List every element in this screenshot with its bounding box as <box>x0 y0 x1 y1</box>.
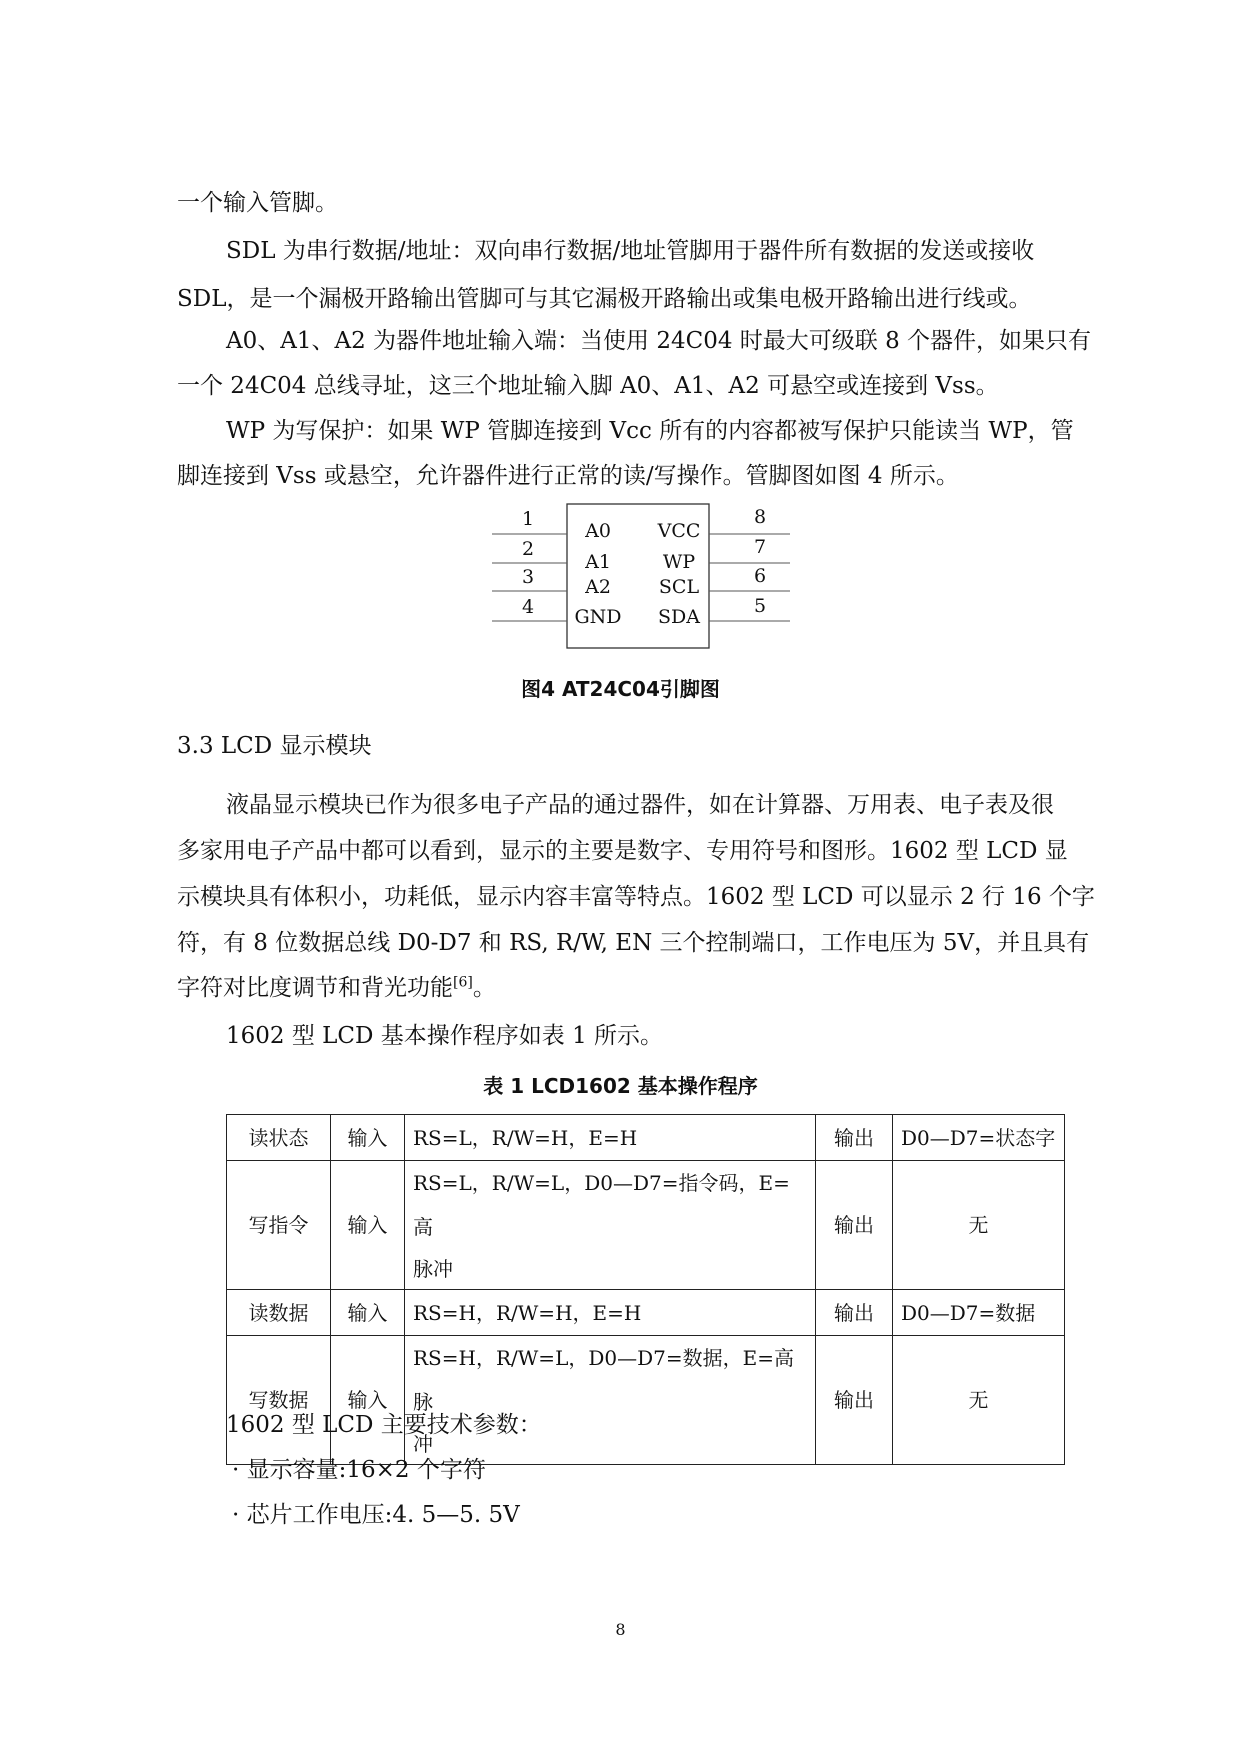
op-cell: 读数据 <box>227 1290 331 1336</box>
pin-label: VCC <box>657 520 701 542</box>
condition-line: 冲 <box>413 1432 433 1456</box>
table-row <box>227 1161 1065 1290</box>
op-cell: 写指令 <box>227 1161 331 1290</box>
paragraph-line: WP 为写保护：如果 WP 管脚连接到 Vcc 所有的内容都被写保护只能读当 WP，管 <box>226 418 1074 444</box>
table-row <box>227 1336 1065 1465</box>
pin-label: A0 <box>585 520 611 542</box>
figure-caption: 图4 AT24C04引脚图 <box>521 677 720 701</box>
condition-line: RS=H，R/W=H，E=H <box>413 1300 642 1325</box>
op-cell: 写数据 <box>227 1336 331 1465</box>
section-heading: 3.3 LCD 显示模块 <box>177 733 372 759</box>
pin-number: 7 <box>753 536 767 558</box>
pin-number: 1 <box>521 508 535 530</box>
line-text: 字符对比度调节和背光功能 <box>177 975 453 1001</box>
pin-number: 4 <box>521 596 535 618</box>
input-cell: 输入 <box>331 1290 405 1336</box>
paragraph-line: 示模块具有体积小，功耗低，显示内容丰富等特点。1602 型 LCD 可以显示 2 行 16 个字 <box>177 884 1095 910</box>
paragraph-line: 一个输入管脚。 <box>177 190 338 216</box>
paragraph-line: 脚连接到 Vss 或悬空，允许器件进行正常的读/写操作。管脚图如图 4 所示。 <box>177 463 959 489</box>
paragraph-line: 一个 24C04 总线寻址，这三个地址输入脚 A0、A1、A2 可悬空或连接到 Vss。 <box>177 373 999 399</box>
condition-line: RS=H，R/W=L，D0—D7=数据，E=高脉 <box>413 1346 794 1414</box>
paragraph-line: 1602 型 LCD 基本操作程序如表 1 所示。 <box>226 1023 664 1049</box>
condition-cell <box>405 1115 816 1161</box>
pin-number: 5 <box>753 595 767 617</box>
paragraph-line: A0、A1、A2 为器件地址输入端：当使用 24C04 时最大可级联 8 个器件，如果只有 <box>226 328 1092 354</box>
result-cell: D0—D7=状态字 <box>893 1115 1065 1161</box>
paragraph-line: SDL，是一个漏极开路输出管脚可与其它漏极开路输出或集电极开路输出进行线或。 <box>177 286 1032 312</box>
condition-cell <box>405 1336 816 1465</box>
bullet-item: · 显示容量:16×2 个字符 <box>232 1457 486 1483</box>
pin-number: 8 <box>753 506 767 528</box>
table-caption: 表 1 LCD1602 基本操作程序 <box>483 1074 758 1098</box>
pin-label: SCL <box>658 576 700 598</box>
input-cell: 输入 <box>331 1336 405 1465</box>
result-cell: 无 <box>893 1336 1065 1465</box>
line-tail: 。 <box>472 975 496 1001</box>
paragraph-line: 1602 型 LCD 主要技术参数： <box>226 1412 542 1438</box>
output-cell: 输出 <box>816 1290 893 1336</box>
pin-label: A1 <box>585 551 611 573</box>
output-cell: 输出 <box>816 1336 893 1465</box>
page-number: 8 <box>615 1620 626 1639</box>
result-cell: 无 <box>893 1161 1065 1290</box>
output-cell: 输出 <box>816 1115 893 1161</box>
pin-label: A2 <box>585 576 611 598</box>
result-cell: D0—D7=数据 <box>893 1290 1065 1336</box>
paragraph-line: 液晶显示模块已作为很多电子产品的通过器件，如在计算器、万用表、电子表及很 <box>226 792 1054 818</box>
condition-cell <box>405 1161 816 1290</box>
pin-label: GND <box>574 606 622 628</box>
citation-ref: [6] <box>453 974 473 991</box>
paragraph-line: SDL 为串行数据/地址：双向串行数据/地址管脚用于器件所有数据的发送或接收 <box>226 238 1035 264</box>
pin-label: WP <box>662 551 696 573</box>
condition-line: RS=L，R/W=L，D0—D7=指令码，E=高 <box>413 1171 790 1239</box>
pin-number: 6 <box>753 565 767 587</box>
paragraph-line <box>177 973 1117 1003</box>
pin-label: SDA <box>658 606 700 628</box>
input-cell: 输入 <box>331 1161 405 1290</box>
table-row <box>227 1115 1065 1161</box>
input-cell: 输入 <box>331 1115 405 1161</box>
pin-number: 2 <box>521 538 535 560</box>
output-cell: 输出 <box>816 1161 893 1290</box>
pin-number: 3 <box>521 566 535 588</box>
condition-line: 脉冲 <box>413 1257 453 1281</box>
table-row <box>227 1290 1065 1336</box>
condition-cell <box>405 1290 816 1336</box>
pin-diagram <box>490 502 800 652</box>
bullet-item: · 芯片工作电压:4. 5—5. 5V <box>232 1502 520 1528</box>
condition-line: RS=L，R/W=H，E=H <box>413 1125 638 1150</box>
op-cell: 读状态 <box>227 1115 331 1161</box>
paragraph-line: 多家用电子产品中都可以看到，显示的主要是数字、专用符号和图形。1602 型 LCD 显 <box>177 838 1068 864</box>
paragraph-line: 符，有 8 位数据总线 D0-D7 和 RS, R/W, EN 三个控制端口，工作电压为 5V，并且具有 <box>177 930 1090 956</box>
